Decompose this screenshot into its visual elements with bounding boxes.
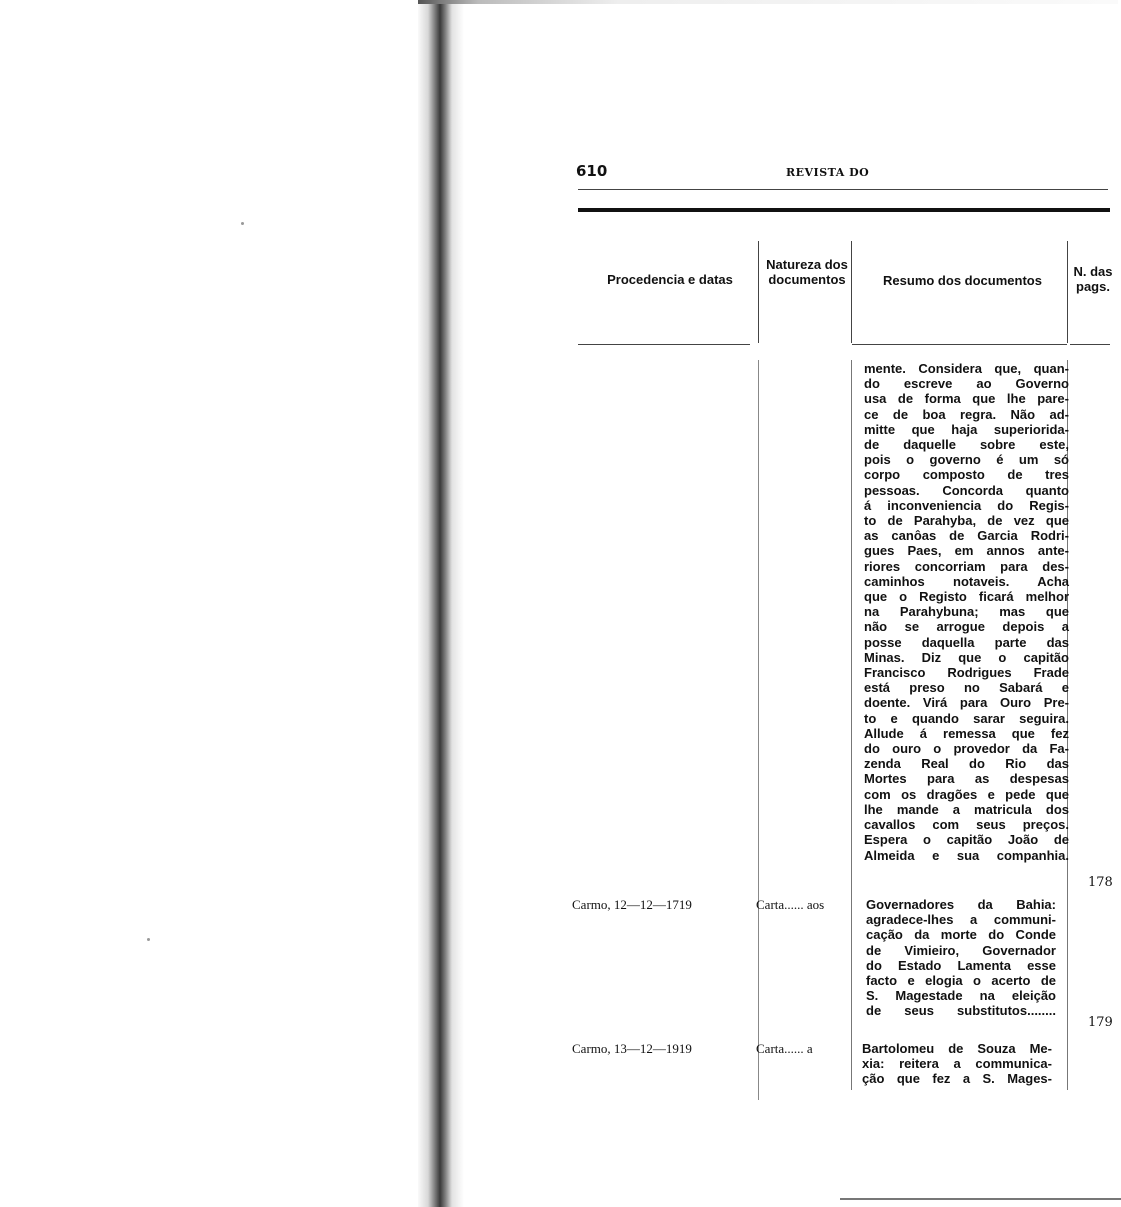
column-header-pages bbox=[1066, 264, 1120, 294]
summary-line: pois o governo é um só bbox=[864, 452, 1069, 468]
header-bottom-rule bbox=[578, 344, 750, 345]
page-count: 178 bbox=[1088, 875, 1113, 890]
running-title: REVISTA DO bbox=[786, 166, 870, 179]
summary-line: caminhos notaveis. Acha bbox=[864, 573, 1069, 589]
header-bottom-rule bbox=[852, 344, 1067, 345]
summary-line: S. Magestade na eleição bbox=[866, 988, 1056, 1004]
column-divider bbox=[758, 241, 759, 343]
summary-line: Governadores da Bahia: bbox=[866, 897, 1056, 912]
row-origin: Carmo, 12—12—1719 bbox=[572, 897, 692, 912]
column-header-summary: Resumo dos documentos bbox=[883, 273, 1042, 288]
summary-line: usa de forma que lhe pare- bbox=[864, 391, 1069, 407]
page-number: 610 bbox=[576, 162, 608, 180]
summary-line: Almeida e sua companhia. bbox=[864, 847, 1069, 863]
page-count: 179 bbox=[1088, 1015, 1113, 1030]
page-bottom-edge bbox=[840, 1198, 1121, 1200]
summary-line: to de Parahyba, de vez que bbox=[864, 513, 1069, 529]
summary-line: lhe mande a matricula dos bbox=[864, 801, 1069, 817]
column-divider bbox=[851, 241, 852, 343]
summary-line: cação da morte do Conde bbox=[866, 927, 1056, 943]
summary-line: do escreve ao Governo bbox=[864, 376, 1069, 392]
summary-line: pessoas. Concorda quanto bbox=[864, 482, 1069, 498]
summary-line: gues Paes, em annos ante- bbox=[864, 543, 1069, 559]
summary-line: Bartolomeu de Souza Me- bbox=[862, 1041, 1052, 1056]
summary-line: com os dragões e pede que bbox=[864, 786, 1069, 802]
summary-line: Allude á remessa que fez bbox=[864, 725, 1069, 741]
continued-summary bbox=[864, 361, 1069, 863]
column-header-nature-label: Natureza dos documentos bbox=[766, 257, 848, 287]
column-divider bbox=[1067, 241, 1068, 343]
page-top-edge bbox=[418, 0, 1118, 4]
row-nature: Carta...... aos bbox=[756, 897, 825, 912]
summary-line: que o Registo ficará melhor bbox=[864, 589, 1069, 605]
summary-line: riores concorriam para des- bbox=[864, 558, 1069, 574]
summary-line: na Parahybuna; mas que bbox=[864, 604, 1069, 620]
summary-line: está preso no Sabará e bbox=[864, 680, 1069, 696]
summary-line: posse daquella parte das bbox=[864, 634, 1069, 650]
summary-line: mitte que haja superiorida- bbox=[864, 421, 1069, 437]
column-divider bbox=[851, 360, 852, 1090]
summary-line: ção que fez a S. Mages- bbox=[862, 1071, 1052, 1087]
summary-line: to e quando sarar seguira. bbox=[864, 710, 1069, 726]
scan-speck bbox=[147, 938, 150, 941]
header-bottom-rule bbox=[1070, 344, 1110, 345]
column-divider bbox=[758, 360, 759, 1100]
table-top-rule bbox=[578, 208, 1110, 212]
summary-line: mente. Considera que, quan- bbox=[864, 361, 1069, 376]
summary-line: do ouro o provedor da Fa- bbox=[864, 741, 1069, 757]
summary-line: zenda Real do Rio das bbox=[864, 756, 1069, 772]
book-spine-shadow bbox=[418, 0, 464, 1207]
row-origin: Carmo, 13—12—1919 bbox=[572, 1041, 692, 1056]
summary-line: ce de boa regra. Não ad- bbox=[864, 406, 1069, 422]
column-header-origin: Procedencia e datas bbox=[607, 272, 733, 287]
summary-line: de daquelle sobre este, bbox=[864, 437, 1069, 453]
summary-line: as canôas de Garcia Rodri- bbox=[864, 528, 1069, 544]
summary-line: do Estado Lamenta esse bbox=[866, 957, 1056, 973]
summary-line: Mortes para as despesas bbox=[864, 771, 1069, 787]
summary-line: corpo composto de tres bbox=[864, 467, 1069, 483]
summary-line: de seus substitutos........ bbox=[866, 1003, 1056, 1019]
summary-line: á inconveniencia do Regis- bbox=[864, 497, 1069, 513]
summary-line: agradece-lhes a communi- bbox=[866, 912, 1056, 928]
summary-line: de Vimieiro, Governador bbox=[866, 942, 1056, 958]
summary-line: não se arrogue depois a bbox=[864, 619, 1069, 635]
row-summary bbox=[866, 897, 1056, 1019]
scan-speck bbox=[241, 222, 244, 225]
summary-line: facto e elogia o acerto de bbox=[866, 973, 1056, 989]
column-header-nature bbox=[760, 257, 854, 287]
summary-line: Francisco Rodrigues Frade bbox=[864, 665, 1069, 681]
row-summary bbox=[862, 1041, 1052, 1087]
header-rule bbox=[578, 189, 1108, 190]
summary-line: Espera o capitão João de bbox=[864, 832, 1069, 848]
summary-line: cavallos com seus preços. bbox=[864, 817, 1069, 833]
summary-line: Minas. Diz que o capitão bbox=[864, 649, 1069, 665]
column-header-pages-label: N. das pags. bbox=[1073, 264, 1113, 294]
row-nature: Carta...... a bbox=[756, 1041, 813, 1056]
summary-line: xia: reitera a communica- bbox=[862, 1056, 1052, 1072]
summary-line: doente. Virá para Ouro Pre- bbox=[864, 695, 1069, 711]
